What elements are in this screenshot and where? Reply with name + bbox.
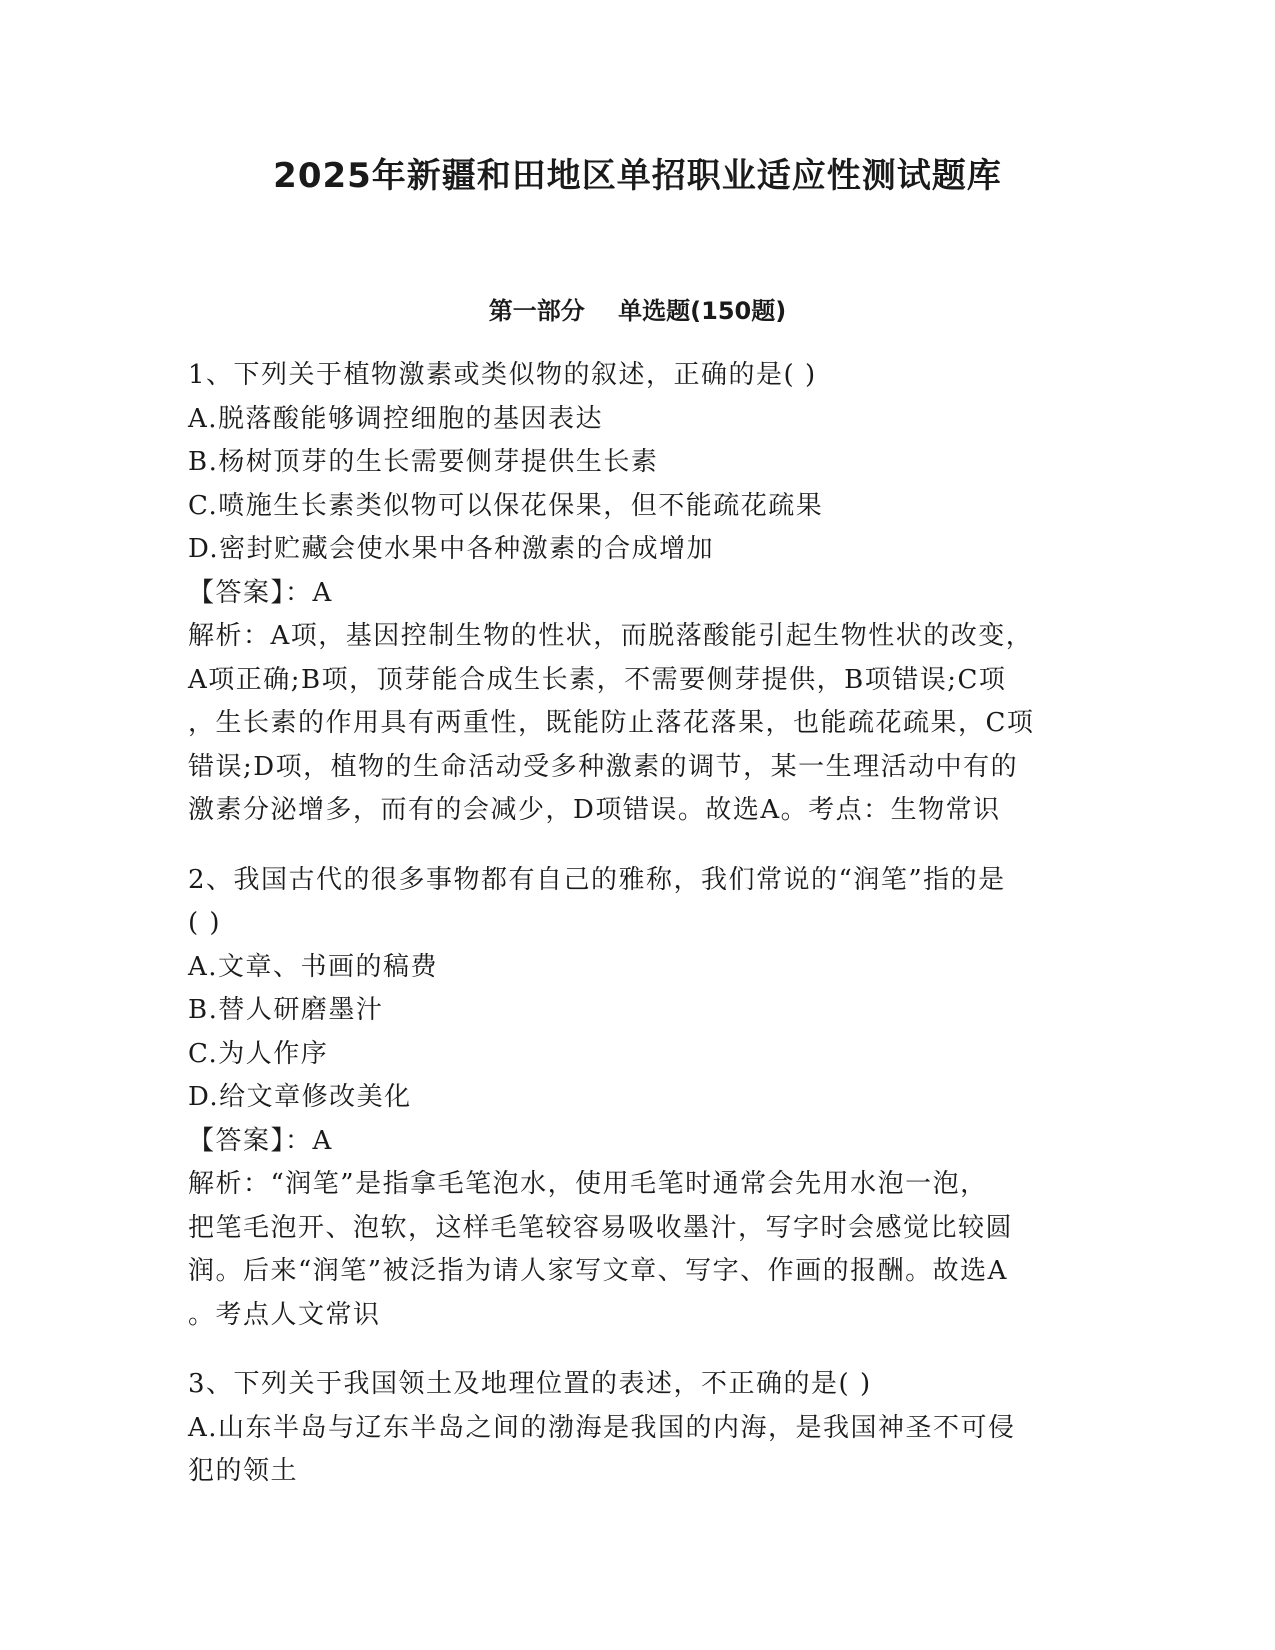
question-stem: 1、下列关于植物激素或类似物的叙述，正确的是( ) [188,360,817,390]
question-list [188,354,1088,1494]
analysis-line: 解析：“润笔”是指拿毛笔泡水，使用毛笔时通常会先用水泡一泡， [188,1169,988,1199]
answer: 【答案】：A [188,577,333,608]
question-gap [188,1337,1088,1363]
analysis-line: 把笔毛泡开、泡软，这样毛笔较容易吸收墨汁，写字时会感觉比较圆 [188,1212,1014,1243]
analysis-line: A项正确;B项，顶芽能合成生长素，不需要侧芽提供，B项错误;C项 [188,664,1007,695]
option-c: C.为人作序 [188,1038,329,1069]
document-title: 2025年新疆和田地区单招职业适应性测试题库 [273,156,1002,196]
analysis-line: 。考点人文常识 [188,1299,381,1330]
option-a: A.脱落酸能够调控细胞的基因表达 [188,403,604,434]
analysis-line: 激素分泌增多，而有的会减少，D项错误。故选A。考点：生物常识 [188,795,1001,825]
question-1 [188,354,1088,833]
analysis-line: 润。后来“润笔”被泛指为请人家写文章、写字、作画的报酬。故选A [188,1256,1008,1286]
option-a: A.文章、书画的稿费 [188,951,439,982]
analysis-line: ，生长素的作用具有两重性，既能防止落花落果，也能疏花疏果，C项 [188,708,1035,738]
option-c: C.喷施生长素类似物可以保花保果，但不能疏花疏果 [188,490,824,521]
option-a: A.山东半岛与辽东半岛之间的渤海是我国的内海，是我国神圣不可侵 [188,1412,1016,1443]
analysis-line: 解析：A项，基因控制生物的性状，而脱落酸能引起生物性状的改变， [188,621,1034,651]
option-d: D.给文章修改美化 [188,1082,412,1112]
answer: 【答案】：A [188,1125,333,1156]
question-3 [188,1363,1088,1494]
option-a: 犯的领土 [188,1456,299,1486]
option-b: B.替人研磨墨汁 [188,995,384,1025]
question-gap [188,833,1088,859]
section-title: 第一部分 单选题(150题) [488,297,787,325]
question-stem: ( ) [188,908,222,938]
question-stem: 3、下列关于我国领土及地理位置的表述，不正确的是( ) [188,1369,872,1399]
question-2 [188,859,1088,1338]
question-stem: 2、我国古代的很多事物都有自己的雅称，我们常说的“润笔”指的是 [188,864,1006,895]
option-b: B.杨树顶芽的生长需要侧芽提供生长素 [188,447,659,477]
analysis-line: 错误;D项，植物的生命活动受多种激素的调节，某一生理活动中有的 [188,751,1019,782]
option-d: D.密封贮藏会使水果中各种激素的合成增加 [188,534,715,564]
